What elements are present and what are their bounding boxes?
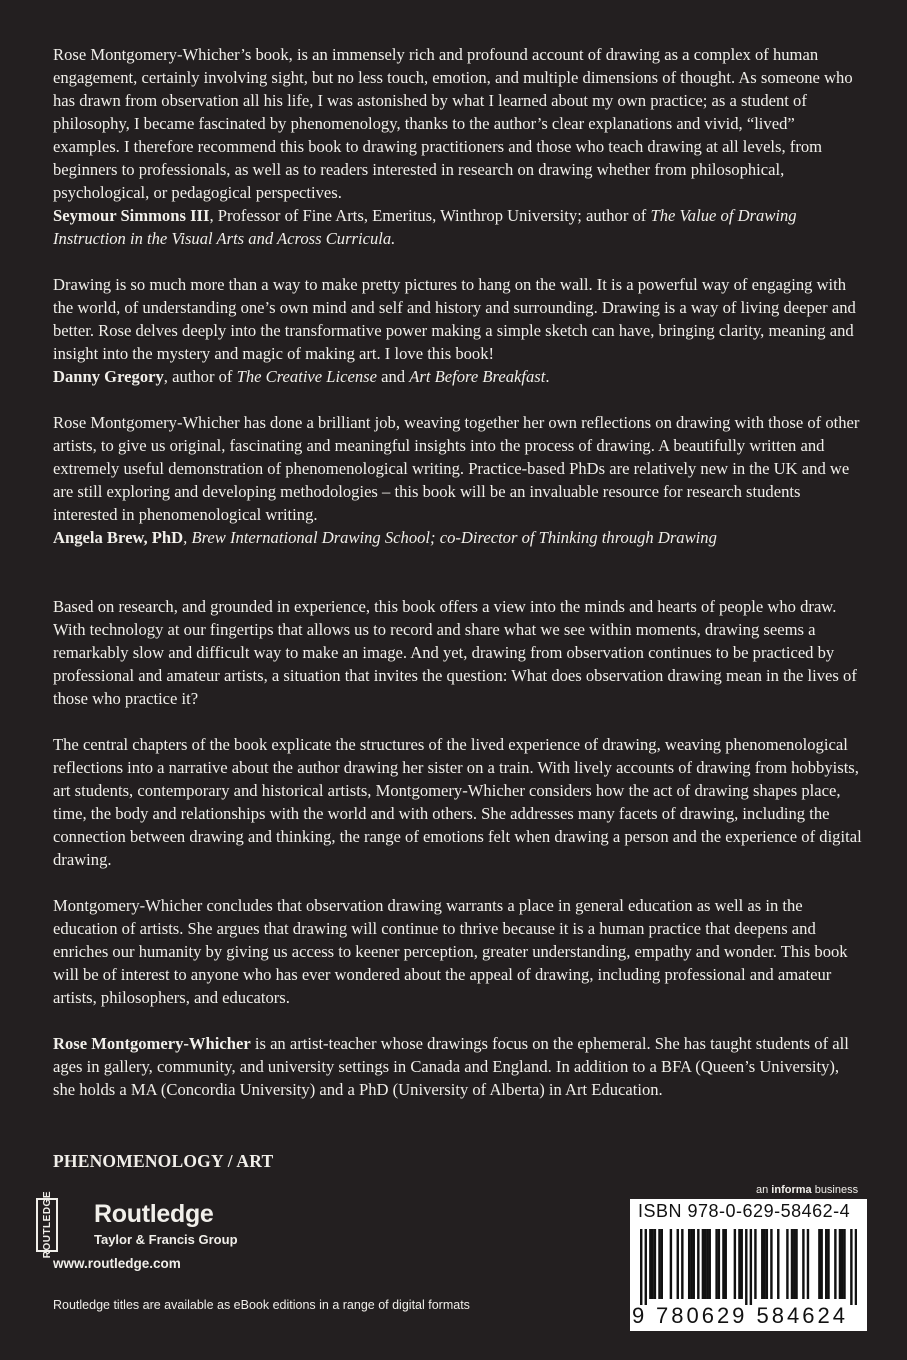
- barcode-bar: [654, 1229, 656, 1299]
- barcode-bar: [649, 1229, 651, 1299]
- barcode-bar: [738, 1229, 740, 1299]
- back-cover-text: [53, 43, 863, 1124]
- barcode-bar: [661, 1229, 663, 1299]
- endorsement-attribution: [53, 526, 863, 549]
- endorsement-2: [53, 273, 863, 388]
- barcode-digits: 780629 584624: [656, 1303, 848, 1328]
- barcode-bar: [777, 1229, 779, 1299]
- informa-prefix: an: [756, 1184, 772, 1196]
- subject-category: PHENOMENOLOGY / ART: [53, 1151, 274, 1171]
- author-bio-text: is an artist-teacher whose drawings focus on the ephemeral. She has taught students of all ages in gallery, community, and university settings in Canada and England. In addition to a BFA (Queen’s University), she holds a MA (Concordia University) and a PhD (University of Alberta) in Art Education.: [53, 1034, 849, 1099]
- barcode-bar: [793, 1229, 795, 1299]
- barcode-guard-bar: [640, 1229, 642, 1305]
- endorser-name: Angela Brew, PhD: [53, 528, 184, 547]
- endorser-name: Danny Gregory: [53, 367, 164, 386]
- endorser-name: Seymour Simmons III: [53, 206, 210, 225]
- endorsement-quote: Rose Montgomery-Whicher’s book, is an immensely rich and profound account of drawing as a complex of human engagement, certainly involving sight, but no less touch, emotion, and multiple dimensions of thought. As someone who has drawn from observation all his life, I was astonished by what I learned about my own practice; as a student of philosophy, I became fascinated by phenomenology, thanks to the author’s clear explanations and vivid, “lived” examples. I therefore recommend this book to drawing practitioners and those who teach drawing at all levels, from beginners to professionals, as well as to readers interested in research on drawing whether from philosophical, psychological, or pedagogical perspectives.: [53, 45, 853, 202]
- barcode-bar: [718, 1229, 720, 1299]
- barcode-bar: [706, 1229, 708, 1299]
- barcode-bar: [704, 1229, 706, 1299]
- barcode-bar: [670, 1229, 672, 1299]
- barcode-guard-bar: [750, 1229, 752, 1305]
- endorser-work: The Creative License: [236, 367, 377, 386]
- barcode-guard-bar: [855, 1229, 857, 1305]
- informa-tagline: [756, 1184, 858, 1196]
- routledge-mark-icon: [36, 1191, 58, 1259]
- barcode-bar: [658, 1229, 660, 1299]
- endorser-work: Brew International Drawing School; co-Director of Thinking through Drawing: [191, 528, 717, 547]
- description-paragraph: Based on research, and grounded in experience, this book offers a view into the minds and hearts of people who draw. With technology at our fingertips that allows us to record and share what we see within moments, drawing seems a remarkably slow and difficult way to make an image. And yet, drawing from observation continues to be practiced by professional and amateur artists, a situation that invites the question: What does observation drawing mean in the lives of those who practice it?: [53, 597, 857, 708]
- endorser-role: , author of: [163, 367, 237, 386]
- barcode-bar: [702, 1229, 704, 1299]
- author-name: Rose Montgomery-Whicher: [53, 1034, 251, 1053]
- barcode-bar: [715, 1229, 717, 1299]
- barcode-bar: [839, 1229, 841, 1299]
- barcode-bar: [690, 1229, 692, 1299]
- endorsement-attribution: [53, 204, 863, 250]
- barcode-bar: [688, 1229, 690, 1299]
- endorser-work: The Value of Drawing Instruction in the Visual Arts and Across Curricula.: [53, 206, 797, 248]
- barcode-guard-bar: [645, 1229, 647, 1305]
- informa-suffix: business: [811, 1184, 859, 1196]
- barcode-bar: [807, 1229, 809, 1299]
- barcode-bar: [741, 1229, 743, 1299]
- barcode-bar: [827, 1229, 829, 1299]
- barcode-bar: [754, 1229, 756, 1299]
- barcode-bar: [763, 1229, 765, 1299]
- barcode-guard-bar: [850, 1229, 852, 1305]
- endorsement-quote: Rose Montgomery-Whicher has done a brilliant job, weaving together her own reflections on drawing with those of other artists, to give us original, fascinating and meaningful insights into the process of drawing. A beautifully written and extremely useful demonstration of phenomenological writing. Practice-based PhDs are relatively new in the UK and we are still exploring and developing methodologies – this book will be an invaluable resource for research students interested in phenomenological writing.: [53, 413, 860, 524]
- barcode-bar: [766, 1229, 768, 1299]
- barcode-bar: [651, 1229, 653, 1299]
- barcode-bar: [761, 1229, 763, 1299]
- endorsement-1: [53, 43, 863, 250]
- barcode-bar: [795, 1229, 797, 1299]
- barcode-bars: [640, 1229, 857, 1305]
- barcode-guard-bar: [745, 1229, 747, 1305]
- barcode-bar: [791, 1229, 793, 1299]
- endorser-end: .: [545, 367, 550, 386]
- ebook-note: Routledge titles are available as eBook editions in a range of digital formats: [53, 1298, 470, 1312]
- endorser-role: ,: [183, 528, 192, 547]
- publisher-mark-text: ROUTLEDGE: [41, 1191, 53, 1259]
- publisher-logo: [36, 1191, 296, 1259]
- barcode-bar: [818, 1229, 820, 1299]
- barcode-bar: [697, 1229, 699, 1299]
- barcode-bar: [693, 1229, 695, 1299]
- endorsement-3: [53, 411, 863, 549]
- publisher-group: Taylor & Francis Group: [94, 1232, 238, 1247]
- barcode-bar: [825, 1229, 827, 1299]
- barcode-bar: [677, 1229, 679, 1299]
- publisher-name: Routledge: [94, 1200, 214, 1228]
- endorsement-attribution: [53, 365, 863, 388]
- publisher-website[interactable]: www.routledge.com: [53, 1256, 181, 1271]
- barcode-bar: [734, 1229, 736, 1299]
- barcode-bar: [786, 1229, 788, 1299]
- barcode-bar: [841, 1229, 843, 1299]
- barcode-bar: [722, 1229, 724, 1299]
- description-paragraph: The central chapters of the book explicate the structures of the lived experience of drawing, weaving phenomenological reflections into a narrative about the author drawing her sister on a train. With lively accounts of drawing from hobbyists, art students, contemporary and historical artists, Montgomery-Whicher considers how the act of drawing shapes place, time, the body and relationships with the world and with others. She addresses many facets of drawing, including the connection between drawing and thinking, the range of emotions felt when drawing a person and the experience of digital drawing.: [53, 735, 862, 869]
- endorsement-quote: Drawing is so much more than a way to make pretty pictures to hang on the wall. It is a powerful way of engaging with the world, of understanding one’s own mind and self and history and surrounding. Drawing is a way of living deeper and better. Rose delves deeply into the transformative power making a simple sketch can have, bringing clarity, meaning and insight into the mystery and magic of making art. I love this book!: [53, 275, 856, 363]
- description-paragraph: Montgomery-Whicher concludes that observation drawing warrants a place in general education as well as in the education of artists. She argues that drawing will continue to thrive because it is a human practice that deepens and enriches our humanity by giving us access to keener perception, greater understanding, empathy and wonder. This book will be of interest to anyone who has ever wondered about the appeal of drawing, including professional and amateur artists, philosophers, and educators.: [53, 896, 848, 1007]
- barcode-bar: [681, 1229, 683, 1299]
- barcode-bar: [802, 1229, 804, 1299]
- isbn-barcode: [630, 1199, 867, 1331]
- barcode-bar: [843, 1229, 845, 1299]
- author-bio: [53, 1032, 863, 1101]
- barcode-bar: [770, 1229, 772, 1299]
- isbn-label: ISBN 978-0-629-58462-4: [638, 1201, 851, 1221]
- barcode-first-digit: 9: [632, 1303, 648, 1328]
- endorser-work-2: Art Before Breakfast: [409, 367, 546, 386]
- barcode-bar: [820, 1229, 822, 1299]
- informa-bold: informa: [771, 1184, 812, 1196]
- barcode-bar: [709, 1229, 711, 1299]
- barcode-bar: [725, 1229, 727, 1299]
- barcode-bar: [834, 1229, 836, 1299]
- endorser-role-joiner: and: [377, 367, 410, 386]
- endorser-role: , Professor of Fine Arts, Emeritus, Winthrop University; author of: [209, 206, 651, 225]
